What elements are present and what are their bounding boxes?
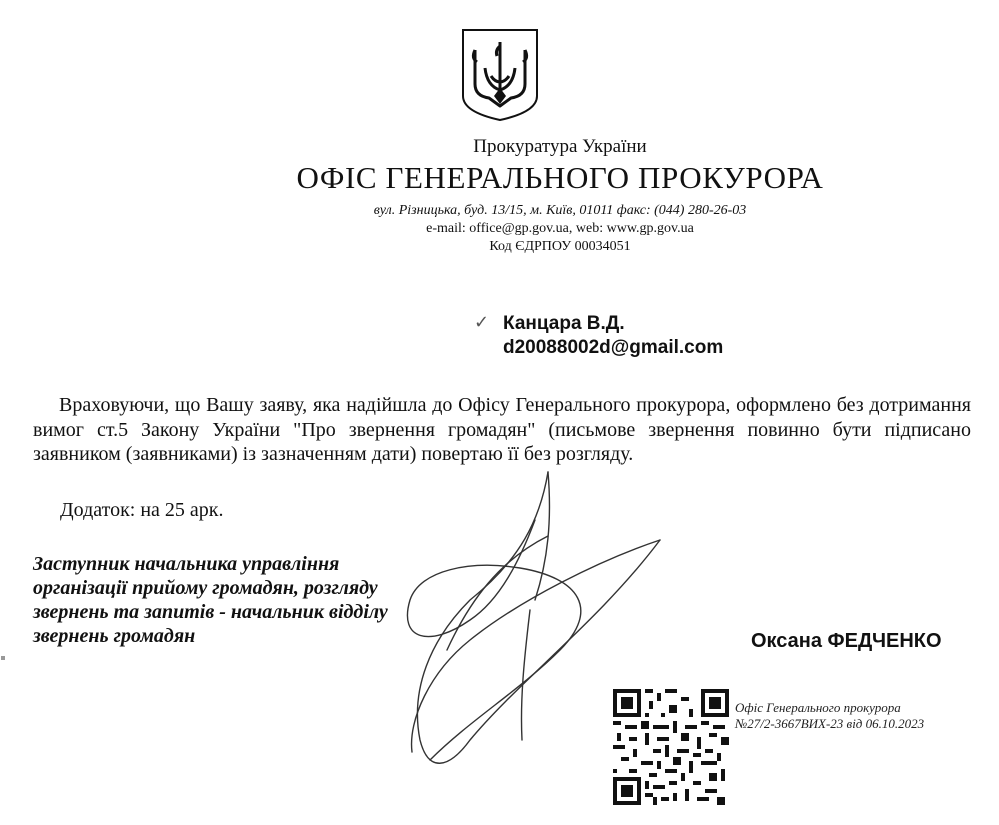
office-title: ОФІС ГЕНЕРАЛЬНОГО ПРОКУРОРА xyxy=(296,160,824,195)
agency-name: Прокуратура України xyxy=(473,136,647,157)
registration-office: Офіс Генерального прокурора xyxy=(735,700,901,715)
signatory-position-line: Заступник начальника управління xyxy=(33,553,340,575)
attachment-note: Додаток: на 25 арк. xyxy=(60,499,224,521)
office-address: вул. Різницька, буд. 13/15, м. Київ, 01011 факс: (044) 280-26-03 xyxy=(373,203,747,218)
margin-mark xyxy=(1,656,5,660)
office-edrpou: Код ЄДРПОУ 00034051 xyxy=(489,239,631,254)
checkmark-icon: ✓ xyxy=(474,312,490,333)
signatory-position-line: звернень та запитів - начальник відділу xyxy=(33,601,388,623)
registration-number: №27/2-3667ВИХ-23 від 06.10.2023 xyxy=(735,716,925,731)
qr-code-icon xyxy=(613,684,729,810)
trident-emblem-icon xyxy=(461,28,539,122)
letter-body: Враховуючи, що Вашу заяву, яка надійшла до Офісу Генерального прокурора, оформлено без дотримання вимог ст.5 Закону України "Про звернення громадян" (письмове звернення повинно бути підписано заявником (заявниками) із зазначенням дати) повертаю її без розгляду. xyxy=(33,394,971,465)
recipient-name: Канцара В.Д. xyxy=(503,313,625,334)
signatory-position-line: організації прийому громадян, розгляду xyxy=(33,577,378,599)
office-contacts: e-mail: office@gp.gov.ua, web: www.gp.gov.ua xyxy=(426,221,694,236)
recipient-email: d20088002d@gmail.com xyxy=(503,337,724,358)
signatory-position-line: звернень громадян xyxy=(33,625,196,647)
signatory-name: Оксана ФЕДЧЕНКО xyxy=(751,630,942,652)
